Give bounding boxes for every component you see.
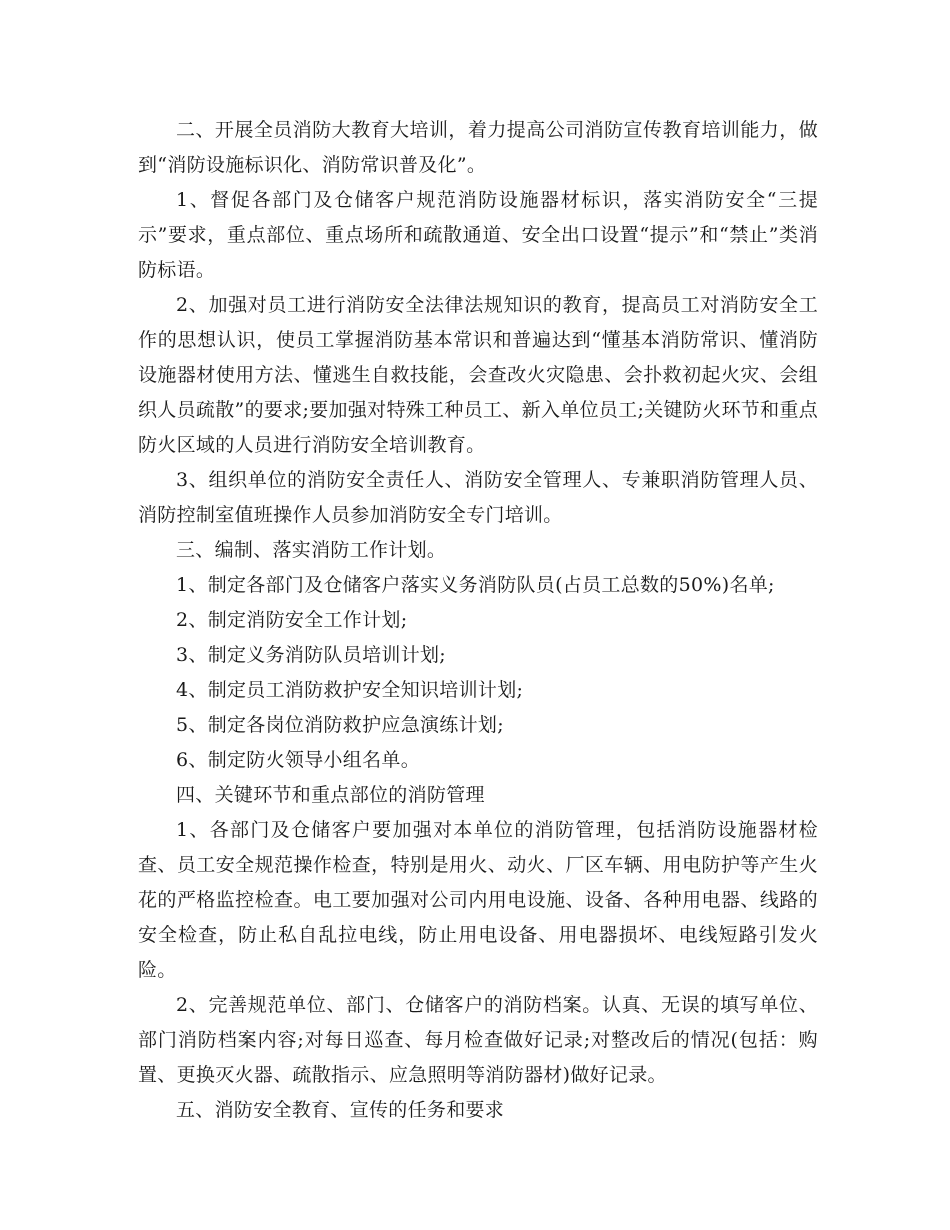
list-item-3-6: 6、制定防火领导小组名单。: [176, 749, 420, 771]
list-item-2-2: 2、加强对员工进行消防安全法律法规知识的教育，提高员工对消防安全工作的思想认识，使员工掌握消防基本常识和普遍达到“懂基本消防常识、懂消防设施器材使用方法、懂逃生自救技能，会查改火灾隐患、会扑救初起火灾、会组织人员疏散”的要求;要加强对特殊工种员工、新入单位员工;关键防火环节和重点防火区域的人员进行消防安全培训教育。: [138, 294, 818, 456]
section-heading-3: 三、编制、落实消防工作计划。: [176, 539, 447, 561]
list-item-3-3: 3、制定义务消防队员培训计划;: [176, 644, 446, 666]
list-item-3-1: 1、制定各部门及仓储客户落实义务消防队员(占员工总数的50%)名单;: [176, 574, 775, 596]
list-item-3-4: 4、制定员工消防救护安全知识培训计划;: [176, 679, 524, 701]
section-heading-2: 二、开展全员消防大教育大培训，着力提高公司消防宣传教育培训能力，做到“消防设施标识化、消防常识普及化”。: [138, 119, 818, 176]
section-heading-5: 五、消防安全教育、宣传的任务和要求: [176, 1099, 505, 1121]
list-item-2-1: 1、督促各部门及仓储客户规范消防设施器材标识，落实消防安全“三提示”要求，重点部位、重点场所和疏散通道、安全出口设置“提示”和“禁止”类消防标语。: [138, 189, 818, 281]
list-item-4-1: 1、各部门及仓储客户要加强对本单位的消防管理，包括消防设施器材检查、员工安全规范操作检查，特别是用火、动火、厂区车辆、用电防护等产生火花的严格监控检查。电工要加强对公司内用电设施、设备、各种用电器、线路的安全检查，防止私自乱拉电线，防止用电设备、用电器损坏、电线短路引发火险。: [138, 819, 818, 981]
list-item-4-2: 2、完善规范单位、部门、仓储客户的消防档案。认真、无误的填写单位、部门消防档案内容;对每日巡查、每月检查做好记录;对整改后的情况(包括：购置、更换灭火器、疏散指示、应急照明等消防器材)做好记录。: [138, 994, 818, 1086]
document-body: [138, 113, 818, 1128]
section-heading-4: 四、关键环节和重点部位的消防管理: [176, 784, 485, 806]
list-item-2-3: 3、组织单位的消防安全责任人、消防安全管理人、专兼职消防管理人员、消防控制室值班操作人员参加消防安全专门培训。: [138, 469, 818, 526]
list-item-3-2: 2、制定消防安全工作计划;: [176, 609, 408, 631]
list-item-3-5: 5、制定各岗位消防救护应急演练计划;: [176, 714, 504, 736]
